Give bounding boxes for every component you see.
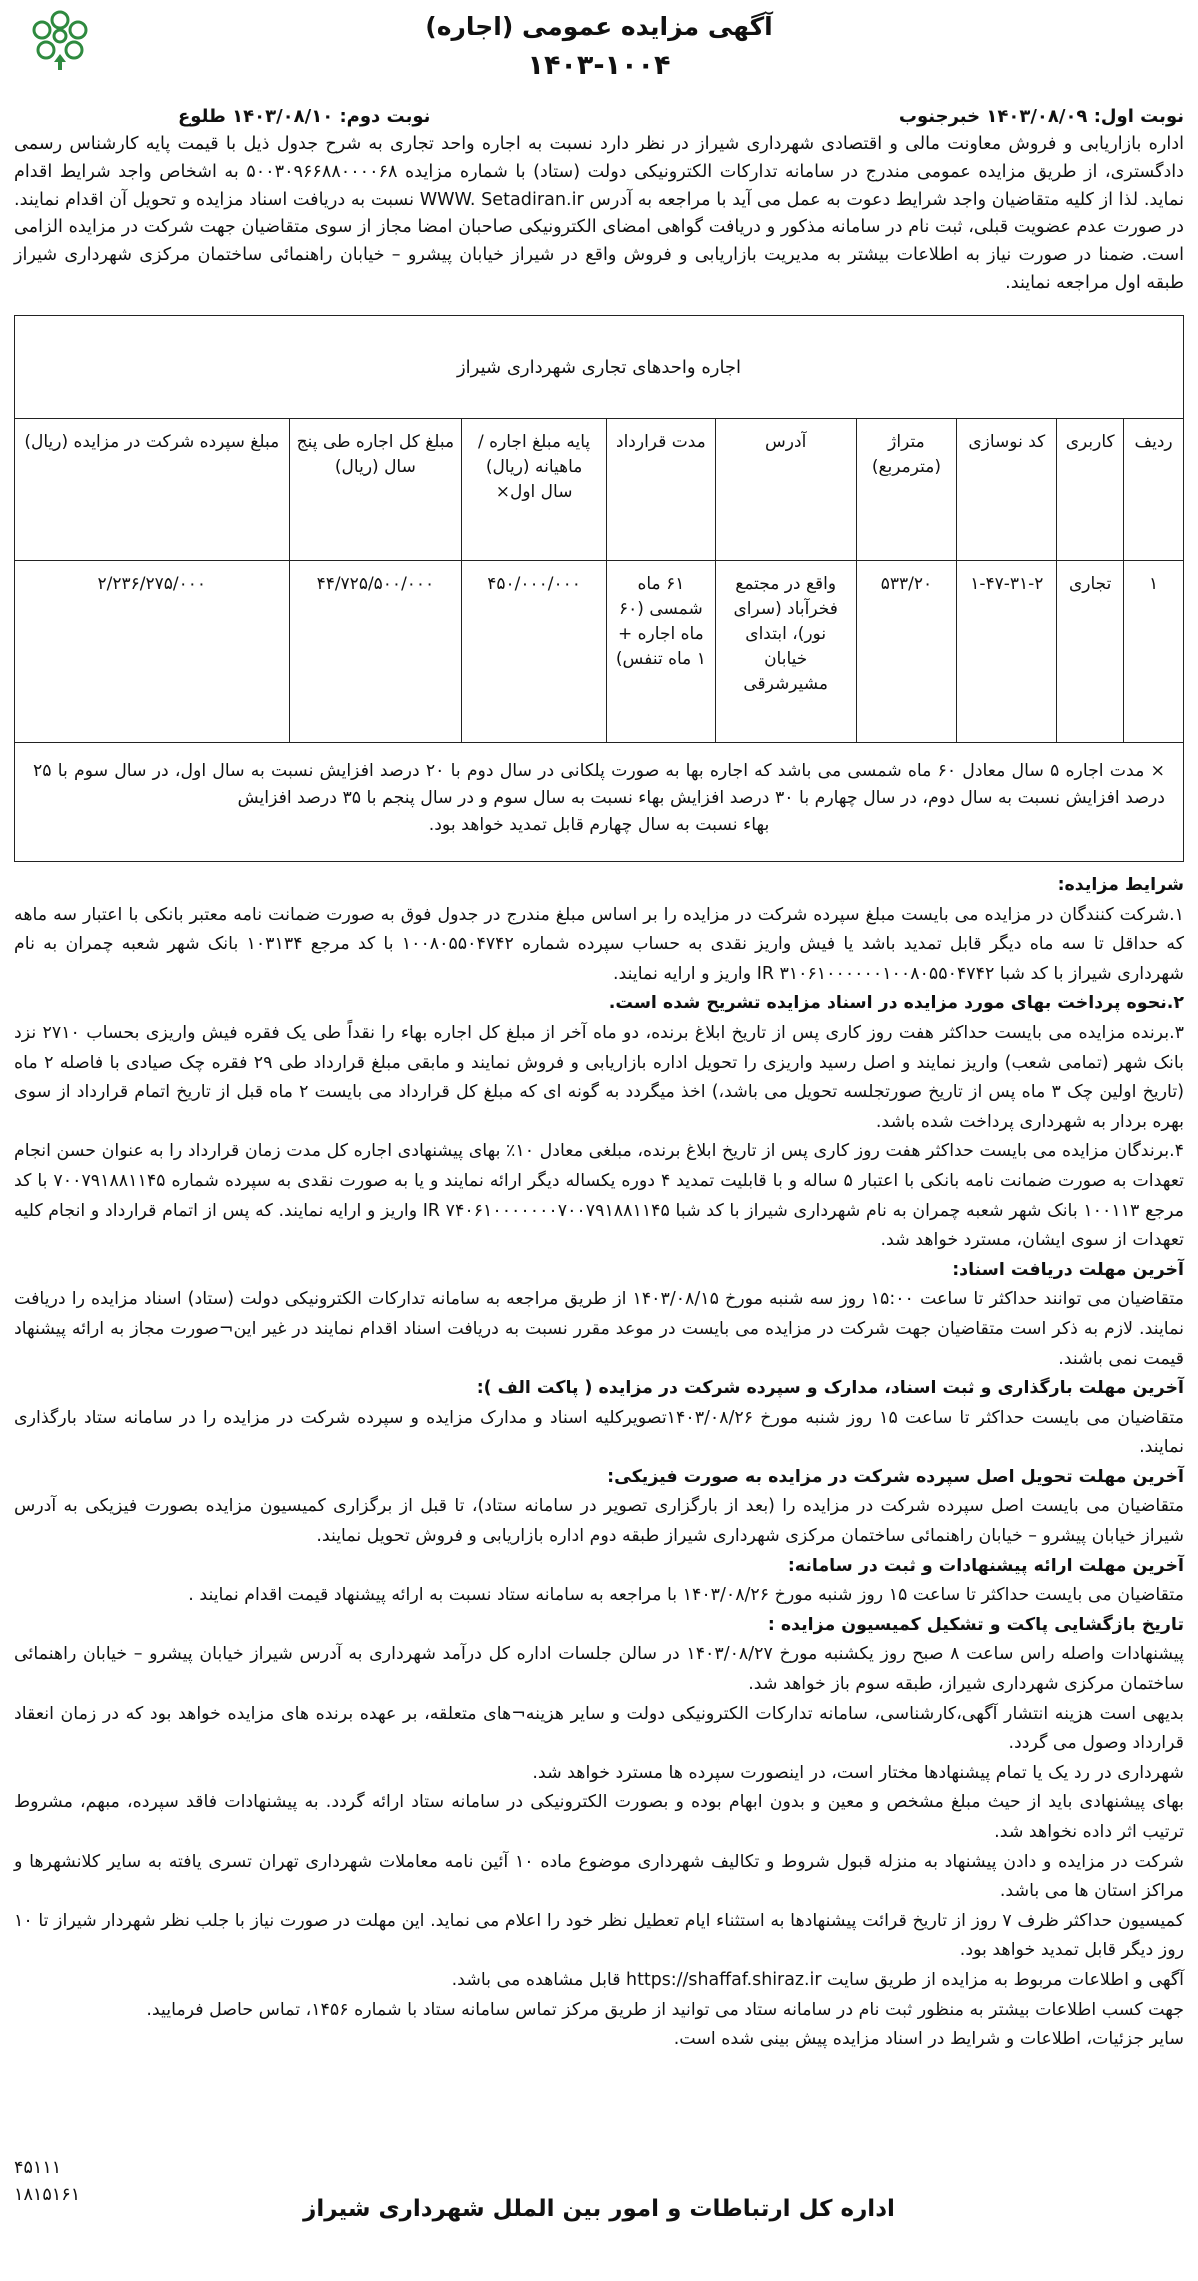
deadline-physical-text: متقاضیان می بایست اصل سپرده شرکت در مزایده را (بعد از بارگزاری تصویر در سامانه ستاد)، تا قبل از برگزاری کمیسیون مزایده بصورت فیزیکی به آدرس شیراز خیابان پیشرو – خیابان راهنمائی ساختمان مرکزی شهرداری شیراز طبقه دوم اداره بازاریابی و فروش تحویل نمایند. — [14, 1496, 1184, 1547]
col-header-area: متراژ (مترمربع) — [856, 418, 957, 560]
footnote-line: بهاء نسبت به سال چهارم قابل تمدید خواهد بود. — [428, 815, 770, 835]
col-header-address: آدرس — [715, 418, 856, 560]
second-publication: نوبت دوم: ۱۴۰۳/۰۸/۱۰ طلوع — [178, 106, 431, 127]
condition-3: ۳.برنده مزایده می بایست حداکثر هفت روز کاری پس از تاریخ ابلاغ برنده، دو ماه آخر از مبلغ کل اجاره بهاء را نقداً طی یک فقره فیش واریزی بحساب ۲۷۱۰ نزد بانک شهر (تمامی شعب) واریز نمایند و اصل رسید واریزی را تحویل اداره بازاریابی و فروش نمایند و مابقی مبلغ قرارداد طی ۲۹ فقره چک صیادی با فاصله ۲ ماه (تاریخ اولین چک ۳ ماه پس از تاریخ صورتجلسه تحویل می باشد،) اخذ میگردد به گونه ای که مبلغ کل قرارداد می بایست ۲ ماه قبل از تاریخ اتمام قرارداد از سوی بهره بردار به شهرداری پرداخت شده باشد. — [14, 1022, 1184, 1132]
col-header-deposit: مبلغ سپرده شرکت در مزایده (ریال) — [24, 432, 280, 452]
opening-date-heading: تاریخ بازگشایی پاکت و تشکیل کمیسیون مزایده : — [767, 1614, 1184, 1635]
condition-offer-clarity: بهای پیشنهادی باید از حیث مبلغ مشخص و معین و بدون ابهام بوده و بصورت الکترونیکی در سامانه ستاد ارائه گردد. به پیشنهادات فاقد سپرده، مبهم، مشروط ترتیب اثر داده نخواهد شد. — [14, 1792, 1184, 1842]
col-header-total-rent: مبلغ کل اجاره طی پنج سال (ریال) — [289, 418, 462, 560]
condition-commission: کمیسیون حداکثر ظرف ۷ روز از تاریخ قرائت پیشنهادها به استثناء ایام تعطیل نظر خود را اعلام می نماید. این مهلت در صورت نیاز با جلب نظر شهردار شیراز تا ۱۰ روز دیگر قابل تمدید خواهد بود. — [14, 1910, 1185, 1961]
table-header-row — [15, 418, 1183, 561]
condition-other: سایر جزئیات، اطلاعات و شرایط در اسناد مزایده پیش بینی شده است. — [673, 2029, 1184, 2050]
deadline-documents-text: متقاضیان می توانند حداکثر تا ساعت ۱۵:۰۰ روز سه شنبه مورخ ۱۴۰۳/۰۸/۱۵ از طریق مراجعه به سامانه تدارکات الکترونیکی دولت (ستاد) اسناد مزایده را دریافت نمایند. لازم به ذکر است متقاضیان جهت شرکت در مزایده می بایست در موعد مقرر نسبت به دریافت اسناد اقدام نمایند در غیر این¬صورت مجاز به ارائه پیشنهاد قیمت نمی باشند. — [14, 1289, 1184, 1369]
condition-4: ۴.برندگان مزایده می بایست حداکثر هفت روز کاری پس از تاریخ ابلاغ برنده، مبلغی معادل ۱۰٪ بهای پیشنهادی اجاره کل مدت زمان قرارداد را به عنوان حسن انجام تعهدات به صورت ضمانت نامه بانکی با اعتبار ۵ ساله و با قابلیت تمدید ۴ دوره یکساله دیگر ارائه نمایند و یا به صورت نقدی به سپرده شماره ۷۰۰۷۹۱۸۸۱۱۴۵ با کد مرجع ۱۰۰۱۱۳ بانک شهر شعبه چمران به نام شهرداری شیراز با کد شبا IR ۷۴۰۶۱۰۰۰۰۰۰۰۷۰۰۷۹۱۸۸۱۱۴۵ واریز و ارایه نمایند. که پس از اتمام قرارداد و انجام کلیه تعهدات از سوی ایشان، مسترد خواهد شد. — [14, 1141, 1184, 1251]
deadline-upload-heading: آخرین مهلت بارگذاری و ثبت اسناد، مدارک و سپرده شرکت در مزایده ( پاکت الف ): — [476, 1378, 1184, 1399]
opening-date-text: پیشنهادات واصله راس ساعت ۸ صبح روز یکشنبه مورخ ۱۴۰۳/۰۸/۲۷ در سالن جلسات اداره کل درآمد شهرداری به آدرس شیراز خیابان پیشرو – خیابان راهنمائی ساختمان مرکزی شهرداری شیراز، طبقه سوم باز خواهد شد. — [14, 1644, 1184, 1695]
notice-number: ۱۴۰۳-۱۰۰۴ — [527, 50, 671, 81]
intro-paragraph: اداره بازاریابی و فروش معاونت مالی و اقتصادی شهرداری شیراز در نظر دارد نسبت به اجاره واحد تجاری به شرح جدول ذیل با قیمت پایه کارشناس رسمی دادگستری، از طریق مزایده عمومی مندرج در سامانه تدارکات الکترونیکی دولت (ستاد) با شماره مزایده ۵۰۰۳۰۹۶۶۸۸۰۰۰۰۶۸ به اشخاص واجد شرایط اقدام نماید. لذا از کلیه متقاضیان واجد شرایط دعوت به عمل می آید با مراجعه به آدرس WWW. Setadiran.ir نسبت به دریافت اسناد مزایده و تحویل آن اقدام نمایند. در صورت عدم عضویت قبلی، ثبت نام در سامانه مذکور و دریافت گواهی امضای الکترونیکی صاحبان امضا مجاز از سوی متقاضیان جهت شرکت در مزایده الزامی است. ضمنا در صورت نیاز به اطلاعات بیشتر به مدیریت بازاریابی و فروش واقع در شیراز خیابان پیشرو – خیابان راهنمائی ساختمان مرکزی شهرداری شیراز طبقه اول مراجعه نمایند. — [14, 134, 1185, 293]
col-header-base-rent: پایه مبلغ اجاره /ماهیانه (ریال) سال اول× — [461, 418, 606, 560]
table-footnote — [15, 742, 1183, 839]
footnote-line: سوم با ۲۵ درصد افزایش نسبت به سال دوم، در سال چهارم با ۳۰ درصد افزایش بهاء نسبت به سال سوم و در سال پنجم با ۳۵ درصد افزایش — [33, 761, 1165, 808]
reference-code: ۴۵۱۱۱ — [14, 2158, 62, 2178]
notice-title: آگهی مزایده عمومی (اجاره) — [425, 12, 773, 41]
deadline-offers-heading: آخرین مهلت ارائه پیشنهادات و ثبت در سامانه: — [787, 1555, 1184, 1576]
deadline-offers-text: متقاضیان می بایست حداکثر تا ساعت ۱۵ روز شنبه مورخ ۱۴۰۳/۰۸/۲۶ با مراجعه به سامانه ستاد نسبت به ارائه پیشنهاد قیمت اقدام نمایند . — [188, 1585, 1184, 1606]
cell-base-rent: ۴۵۰/۰۰۰/۰۰۰ — [461, 560, 606, 742]
cell-row-number: ۱ — [1123, 560, 1183, 742]
col-header-renovation-code: کد نوسازی — [956, 418, 1056, 560]
col-header-row-number: ردیف — [1123, 418, 1183, 560]
condition-acceptance: شرکت در مزایده و دادن پیشنهاد به منزله قبول شروط و تکالیف شهرداری موضوع ماده ۱۰ آئین نامه معاملات شهرداری تهران تسری یافته به سایر کلانشهرها و مراکز استان ها می باشد. — [14, 1851, 1184, 1902]
reference-code: ۱۸۱۵۱۶۱ — [14, 2185, 81, 2205]
condition-rejection: شهرداری در رد یک یا تمام پیشنهادها مختار است، در اینصورت سپرده ها مسترد خواهد شد. — [532, 1762, 1184, 1783]
first-publication: نوبت اول: ۱۴۰۳/۰۸/۰۹ خبرجنوب — [898, 106, 1184, 127]
condition-1: ۱.شرکت کنندگان در مزایده می بایست مبلغ سپرده شرکت در مزایده را بر اساس مبلغ مندرج در جدول فوق به صورت ضمانت نامه معتبر بانکی با اعتبار سه ماهه که حداقل تا سه ماه دیگر قابل تمدید باشد یا فیش واریز نقدی به حساب سپرده شماره ۱۰۰۸۰۵۵۰۴۷۴۲ با کد مرجع ۱۰۳۱۳۴ بانک شهر شعبه چمران به نام شهرداری شیراز با کد شبا IR ۳۱۰۶۱۰۰۰۰۰۰۱۰۰۸۰۵۵۰۴۷۴۲ واریز و ارایه نمایند. — [14, 904, 1185, 984]
issuing-department: اداره کل ارتباطات و امور بین الملل شهرداری شیراز — [303, 2196, 895, 2222]
col-header-usage: کاربری — [1056, 418, 1123, 560]
deadline-documents-heading: آخرین مهلت دریافت اسناد: — [952, 1259, 1184, 1280]
cell-contract-term: ۶۱ ماه شمسی (۶۰ ماه اجاره + ۱ ماه تنفس) — [606, 560, 715, 742]
table-heading: اجاره واحدهای تجاری شهرداری شیراز — [15, 316, 1183, 419]
conditions-title: شرایط مزایده: — [1057, 875, 1184, 895]
deadline-physical-heading: آخرین مهلت تحویل اصل سپرده شرکت در مزایده به صورت فیزیکی: — [607, 1466, 1184, 1487]
col-header-contract-term: مدت قرارداد — [606, 418, 715, 560]
footnote-line: × مدت اجاره ۵ سال معادل ۶۰ ماه شمسی می باشد که اجاره بها به صورت پلکانی در سال دوم با ۲۰ درصد افزایش نسبت به سال اول، در سال — [114, 761, 1165, 781]
cell-total-rent: ۴۴/۷۲۵/۵۰۰/۰۰۰ — [289, 560, 462, 742]
cell-usage: تجاری — [1056, 560, 1123, 742]
deadline-upload-text: متقاضیان می بایست حداکثر تا ساعت ۱۵ روز شنبه مورخ ۱۴۰۳/۰۸/۲۶تصویرکلیه اسناد و مدارک مزایده و سپرده شرکت در مزایده را در سامانه ستاد بارگذاری نمایند. — [14, 1407, 1184, 1458]
table-row — [15, 560, 1183, 743]
condition-2: ۲.نحوه پرداخت بهای مورد مزایده در اسناد مزایده تشریح شده است. — [608, 993, 1184, 1014]
cell-deposit: ۲/۲۳۶/۲۷۵/۰۰۰ — [97, 574, 207, 594]
auction-conditions — [14, 871, 1184, 2055]
condition-website: آگهی و اطلاعات مربوط به مزایده از طریق سایت https://shaffaf.shiraz.ir قابل مشاهده می باشد. — [451, 1969, 1184, 1990]
cell-area: ۵۳۳/۲۰ — [856, 560, 957, 742]
condition-costs: بدیهی است هزینه انتشار آگهی،کارشناسی، سامانه تدارکات الکترونیکی دولت و سایر هزینه¬های متعلقه، بر عهده برنده های مزایده خواهد بود که در زمان انعقاد قرارداد وصول می گردد. — [14, 1703, 1184, 1754]
condition-contact: جهت کسب اطلاعات بیشتر به منظور ثبت نام در سامانه ستاد می توانید از طریق مرکز تماس سامانه ستاد با شماره ۱۴۵۶، تماس حاصل فرمایید. — [146, 1999, 1184, 2020]
units-table — [14, 315, 1184, 862]
cell-address: واقع در مجتمع فخرآباد (سرای نور)، ابتدای خیابان مشیرشرقی — [715, 560, 856, 742]
cell-renovation-code: ۱-۴۷-۳۱-۲ — [956, 560, 1056, 742]
